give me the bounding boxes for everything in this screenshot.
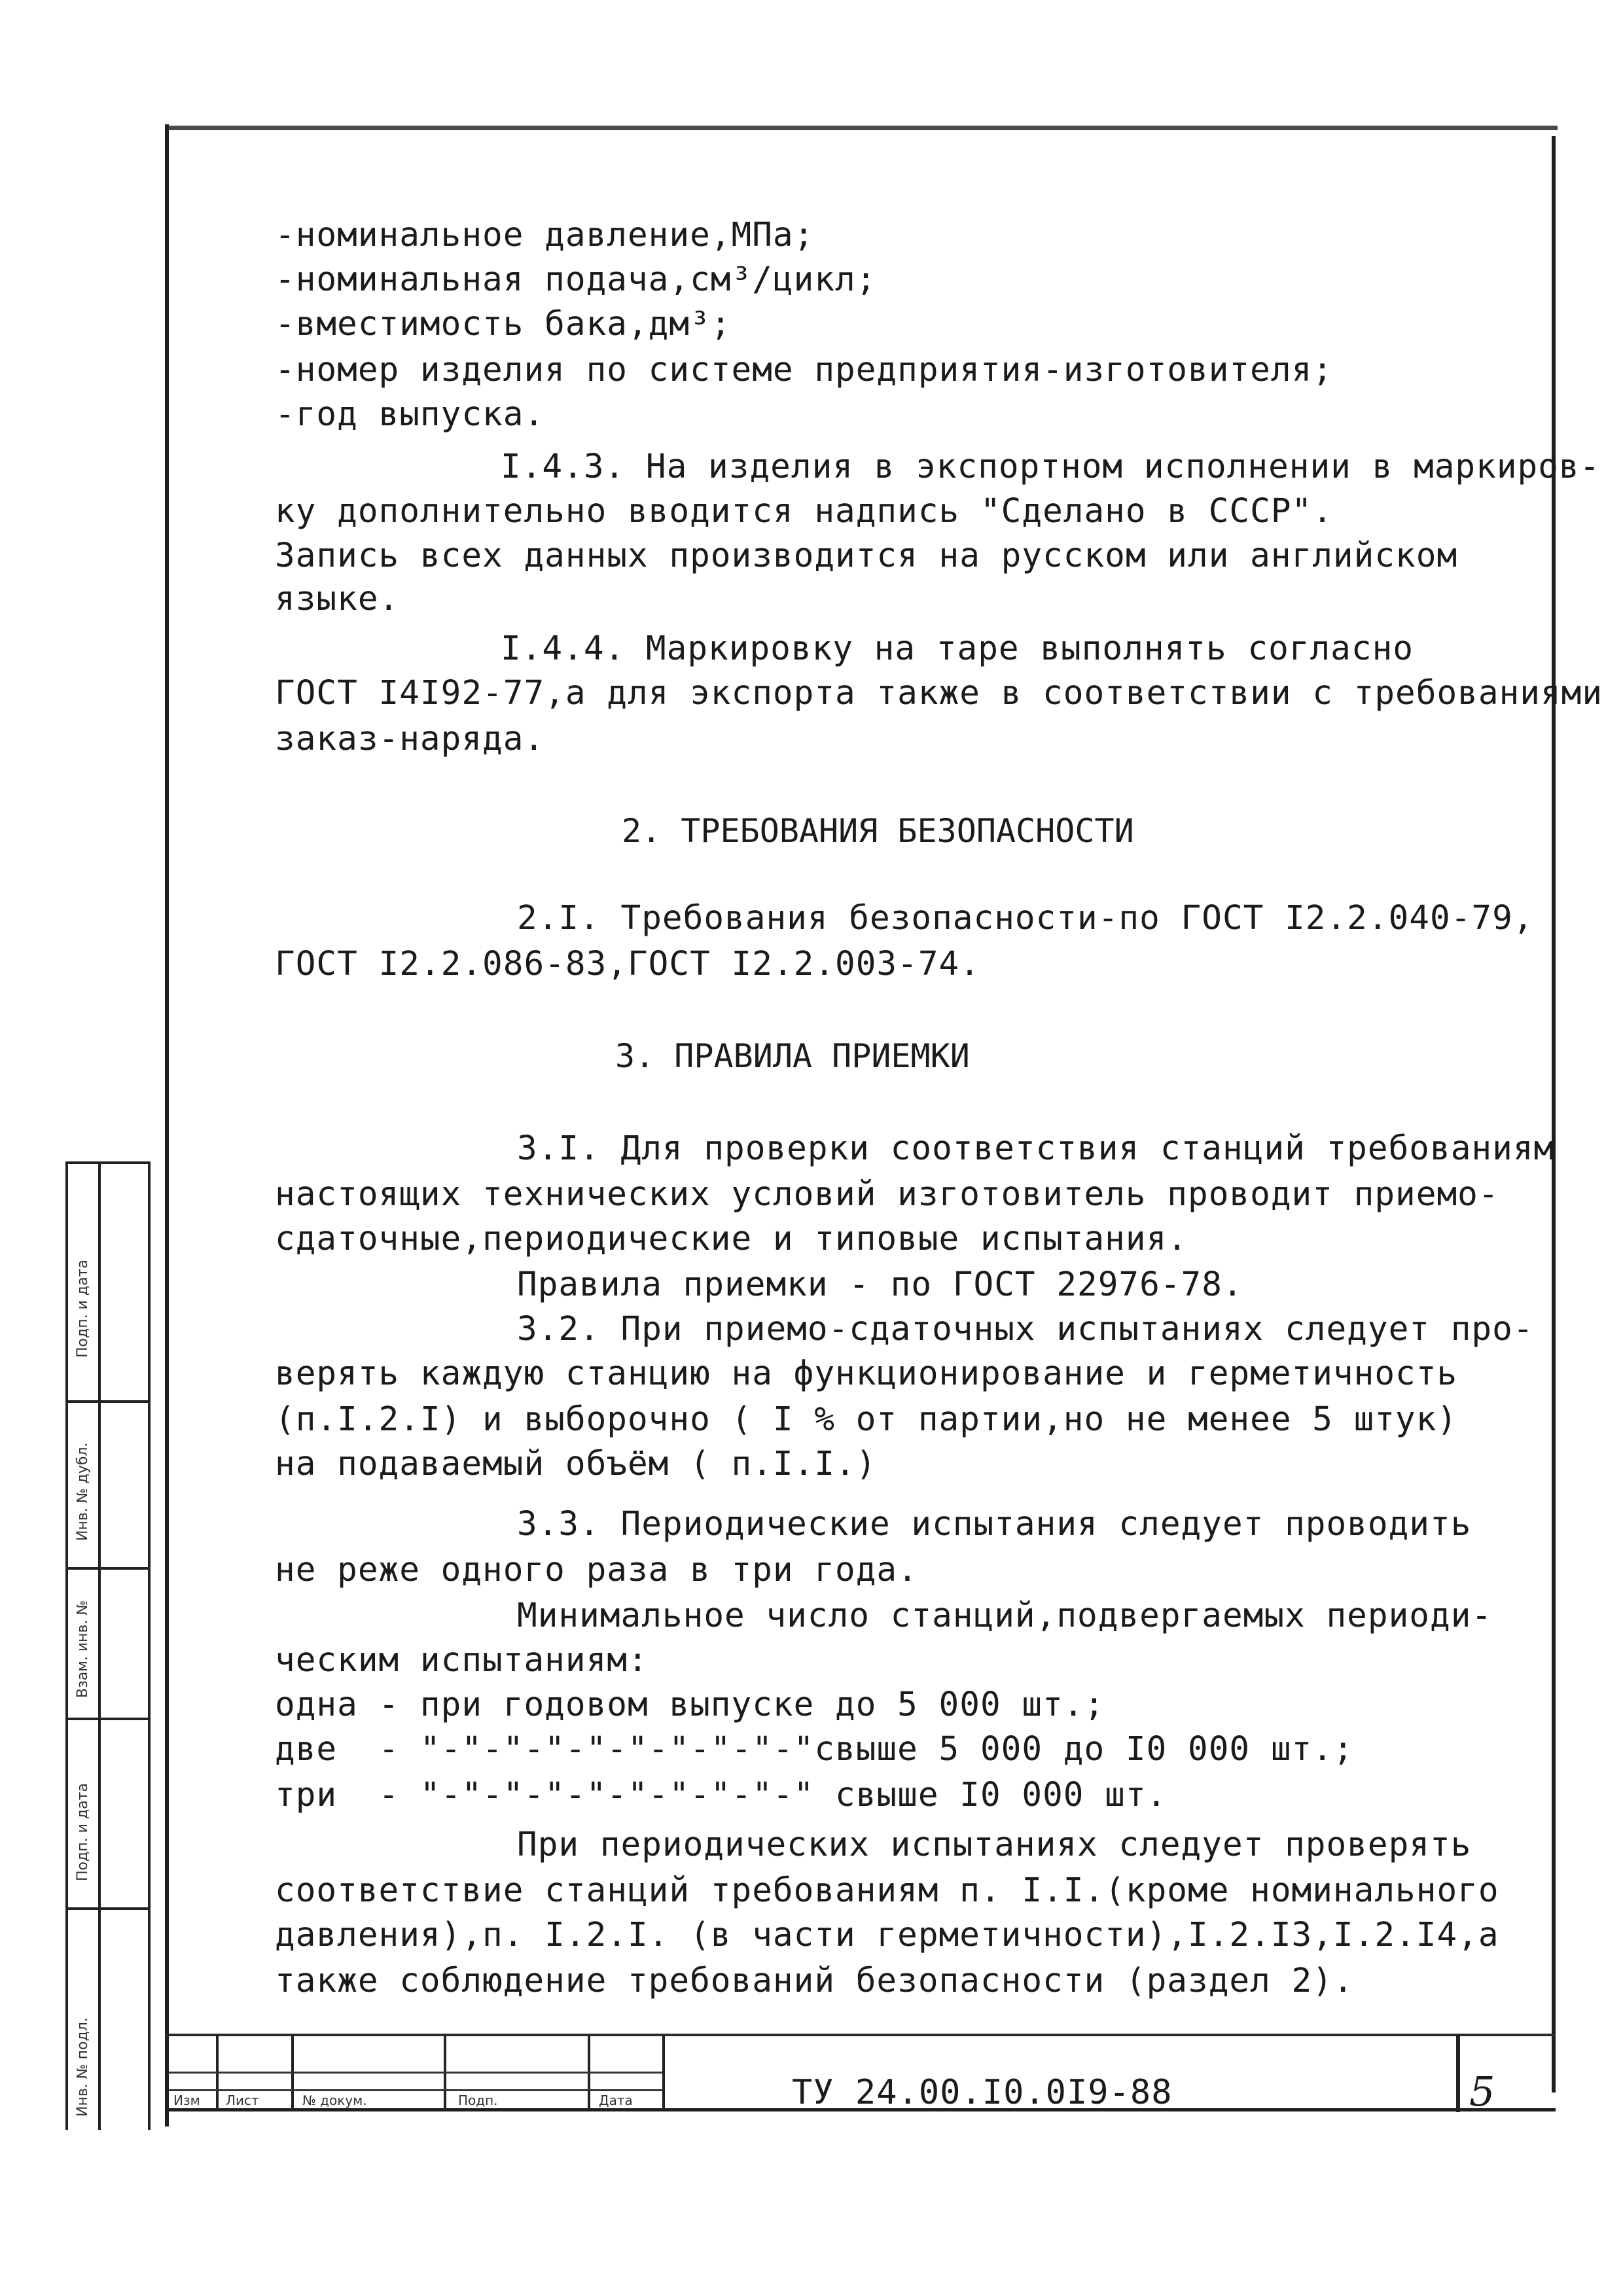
side-strip-line xyxy=(65,1567,151,1570)
text-line: (п.I.2.I) и выборочно ( I % от партии,но не менее 5 штук) xyxy=(275,1400,1458,1439)
side-strip-line xyxy=(65,1161,68,2130)
text-line: три - "-"-"-"-"-"-"-"-"-" свыше I0 000 шт. xyxy=(275,1776,1168,1814)
side-strip-line xyxy=(65,1907,151,1910)
text-line: ку дополнительно вводится надпись "Сделано в СССР". xyxy=(275,492,1333,531)
paragraph-3-2: 3.2. При приемо-сдаточных испытаниях следует про- xyxy=(517,1310,1534,1349)
text-line: -вместимость бака,дм³; xyxy=(275,305,732,344)
side-strip-line xyxy=(65,1718,151,1720)
text-line: настоящих технических условий изготовитель проводит приемо- xyxy=(275,1175,1499,1214)
text-line: сдаточные,периодические и типовые испытания. xyxy=(275,1220,1188,1258)
side-label-sign-date-2: Подп. и дата xyxy=(75,1783,91,1881)
text-line: Запись всех данных производится на русском или английском xyxy=(275,537,1458,575)
section-2-heading: 2. ТРЕБОВАНИЯ БЕЗОПАСНОСТИ xyxy=(622,812,1134,850)
title-block-row-line xyxy=(169,2072,663,2074)
paragraph-3-3: 3.3. Периодические испытания следует проводить xyxy=(517,1505,1472,1544)
text-line: Правила приемки - по ГОСТ 22976-78. xyxy=(517,1265,1243,1304)
page-number: 5 xyxy=(1469,2068,1495,2115)
side-strip-line xyxy=(98,1161,101,2130)
text-line: давления),п. I.2.I. (в части герметичности),I.2.I3,I.2.I4,а xyxy=(275,1916,1499,1954)
text-line: соответствие станций требованиям п. I.I.(кроме номинального xyxy=(275,1871,1499,1910)
title-label-doc-no: № докум. xyxy=(302,2093,367,2108)
paragraph-1-4-3: I.4.3. На изделия в экспортном исполнении в маркиров- xyxy=(501,448,1601,486)
paragraph-2-1: 2.I. Требования безопасности-по ГОСТ I2.2.040-79, xyxy=(517,899,1534,938)
title-label-date: Дата xyxy=(599,2093,633,2108)
page-number-divider xyxy=(1456,2035,1460,2112)
side-strip-line xyxy=(65,1400,151,1403)
text-line: -номинальная подача,см³/цикл; xyxy=(275,260,877,299)
text-line: ГОСТ I4I92-77,а для экспорта также в соответствии с требованиями xyxy=(275,674,1603,713)
title-label-sign: Подп. xyxy=(458,2093,498,2108)
side-label-inv-dupl: Инв. № дубл. xyxy=(75,1442,91,1541)
text-line: ГОСТ I2.2.086-83,ГОСТ I2.2.003-74. xyxy=(275,945,980,983)
side-strip-line xyxy=(65,1161,151,1164)
side-label-replaced-inv: Взам. инв. № xyxy=(75,1600,91,1698)
side-label-sign-date: Подп. и дата xyxy=(75,1260,91,1358)
text-line: также соблюдение требований безопасности (раздел 2). xyxy=(275,1962,1354,2000)
text-line: -год выпуска. xyxy=(275,395,545,434)
text-line: на подаваемый объём ( п.I.I.) xyxy=(275,1445,877,1483)
paragraph-1-4-4: I.4.4. Маркировку на таре выполнять согласно xyxy=(501,629,1414,668)
title-block-row-line xyxy=(169,2089,663,2091)
text-line: При периодических испытаниях следует проверять xyxy=(517,1826,1472,1864)
text-line: заказ-наряда. xyxy=(275,720,545,758)
side-strip-line xyxy=(148,1161,151,2130)
text-line: две - "-"-"-"-"-"-"-"-"-"свыше 5 000 до I0 000 шт.; xyxy=(275,1730,1354,1769)
text-line: ческим испытаниям: xyxy=(275,1641,649,1680)
title-label-izm: Изм xyxy=(173,2093,200,2108)
document-code: ТУ 24.00.I0.0I9-88 xyxy=(792,2073,1173,2112)
text-line: верять каждую станцию на функционирование и герметичность xyxy=(275,1354,1458,1393)
text-line: не реже одного раза в три года. xyxy=(275,1551,918,1589)
text-line: -номер изделия по системе предприятия-изготовителя; xyxy=(275,351,1333,389)
side-label-inv-orig: Инв. № подл. xyxy=(75,2017,91,2117)
side-binding-strip xyxy=(65,1161,151,2130)
text-line: языке. xyxy=(275,580,400,618)
text-line: Минимальное число станций,подвергаемых периоди- xyxy=(517,1597,1493,1635)
section-3-heading: 3. ПРАВИЛА ПРИЕМКИ xyxy=(615,1037,970,1075)
paragraph-3-1: 3.I. Для проверки соответствия станций требованиям xyxy=(517,1129,1555,1168)
text-line: -номинальное давление,МПа; xyxy=(275,216,815,255)
title-label-list: Лист xyxy=(226,2093,259,2108)
text-line: одна - при годовом выпуске до 5 000 шт.; xyxy=(275,1686,1105,1724)
title-block-top-rule xyxy=(165,2034,1556,2036)
